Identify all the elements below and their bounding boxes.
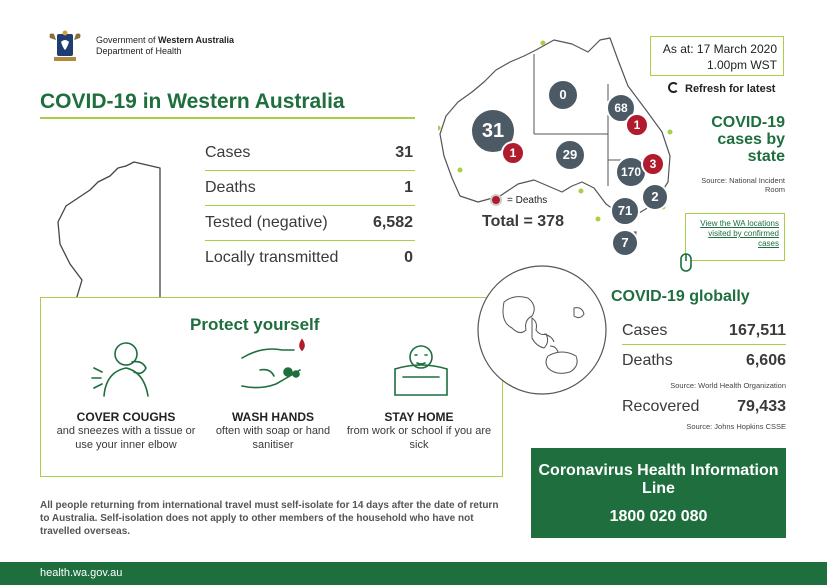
total-cases: Total = 378 bbox=[482, 213, 564, 230]
global-value: 167,511 bbox=[729, 322, 786, 339]
website-link[interactable]: health.wa.gov.au bbox=[40, 567, 123, 579]
bubble-act-cases: 2 bbox=[641, 183, 669, 211]
global-recovered bbox=[622, 392, 786, 418]
deaths-legend-label: = Deaths bbox=[507, 195, 548, 206]
bubble-tas-cases: 7 bbox=[611, 229, 639, 257]
as-at-date: As at: 17 March 2020 bbox=[662, 42, 777, 56]
tip-wash-hands bbox=[198, 410, 348, 452]
stat-value: 0 bbox=[404, 249, 413, 266]
deaths-legend-dot bbox=[490, 194, 502, 206]
stat-label: Deaths bbox=[205, 179, 256, 196]
global-label: Recovered bbox=[622, 398, 700, 415]
global-title: COVID-19 globally bbox=[611, 288, 750, 305]
bubble-wa-deaths: 1 bbox=[501, 141, 525, 165]
globe-icon bbox=[474, 262, 610, 403]
title-divider bbox=[40, 117, 415, 119]
stat-label: Tested (negative) bbox=[205, 214, 328, 231]
wa-crest-logo bbox=[44, 30, 86, 64]
bubble-sa-cases: 29 bbox=[554, 139, 586, 171]
global-label: Cases bbox=[622, 322, 668, 339]
tip-heading: WASH HANDS bbox=[231, 410, 314, 424]
stat-label: Locally transmitted bbox=[205, 249, 339, 266]
by-state-source: Source: National Incident Room bbox=[701, 176, 785, 194]
bubble-qld-deaths: 1 bbox=[625, 113, 649, 137]
global-cases bbox=[622, 315, 786, 345]
hotline-title: Coronavirus Health Information Line bbox=[538, 462, 779, 497]
as-at-time: 1.00pm WST bbox=[706, 58, 777, 72]
bubble-nsw-deaths: 3 bbox=[641, 152, 665, 176]
health-hotline-panel bbox=[531, 448, 786, 538]
as-at-box bbox=[650, 36, 784, 76]
tip-heading: STAY HOME bbox=[384, 410, 454, 424]
cough-icon bbox=[88, 338, 168, 405]
stat-value: 31 bbox=[395, 144, 413, 161]
government-name: Government of Western Australia bbox=[96, 35, 235, 45]
wa-stat-cases bbox=[205, 136, 415, 171]
tip-stay-home bbox=[344, 410, 494, 452]
global-deaths bbox=[622, 345, 786, 375]
bubble-qld-cases: 68 bbox=[606, 93, 636, 123]
global-source-jhu: Source: Johns Hopkins CSSE bbox=[686, 422, 786, 431]
bubble-vic-cases: 71 bbox=[610, 196, 640, 226]
wa-stat-local bbox=[205, 241, 415, 276]
global-source-who: Source: World Health Organization bbox=[670, 381, 786, 390]
stay-home-icon bbox=[385, 337, 455, 404]
tip-heading: COVER COUGHS bbox=[76, 410, 176, 424]
bubble-nt-cases: 0 bbox=[547, 79, 579, 111]
hotline-number[interactable]: 1800 020 080 bbox=[609, 508, 708, 525]
department-name: Department of Health bbox=[96, 46, 182, 56]
wa-stat-deaths bbox=[205, 171, 415, 206]
global-label: Deaths bbox=[622, 352, 673, 369]
bubble-wa-cases: 31 bbox=[470, 108, 516, 154]
page-title: COVID-19 in Western Australia bbox=[40, 90, 345, 113]
protect-title: Protect yourself bbox=[190, 315, 320, 334]
bubble-nsw-cases: 170 bbox=[615, 156, 647, 188]
by-state-title: COVID-19 cases by state bbox=[711, 114, 785, 165]
mouse-click-icon bbox=[679, 252, 693, 279]
stat-label: Cases bbox=[205, 144, 251, 161]
wa-locations-link[interactable]: View the WA locations visited by confirmed cases bbox=[685, 213, 785, 261]
tip-body: from work or school if you are sick bbox=[346, 425, 492, 451]
self-isolation-note: All people returning from international travel must self-isolate for 14 days after the date of return to Australia. Self-isolation does not apply to other members of the household who have not travelled overseas. bbox=[40, 500, 499, 537]
refresh-icon bbox=[668, 82, 679, 93]
global-value: 6,606 bbox=[745, 352, 786, 369]
footer-bar bbox=[0, 562, 827, 585]
stat-value: 6,582 bbox=[372, 214, 413, 231]
tip-body: often with soap or hand sanitiser bbox=[215, 425, 331, 451]
refresh-button[interactable] bbox=[668, 82, 775, 95]
wash-hands-icon bbox=[236, 336, 316, 401]
stat-value: 1 bbox=[404, 179, 413, 196]
tip-body: and sneezes with a tissue or use your inner elbow bbox=[56, 425, 196, 451]
wa-stat-tested bbox=[205, 206, 415, 241]
refresh-label: Refresh for latest bbox=[685, 83, 776, 95]
tip-cover-coughs bbox=[51, 410, 201, 452]
global-value: 79,433 bbox=[737, 398, 786, 415]
